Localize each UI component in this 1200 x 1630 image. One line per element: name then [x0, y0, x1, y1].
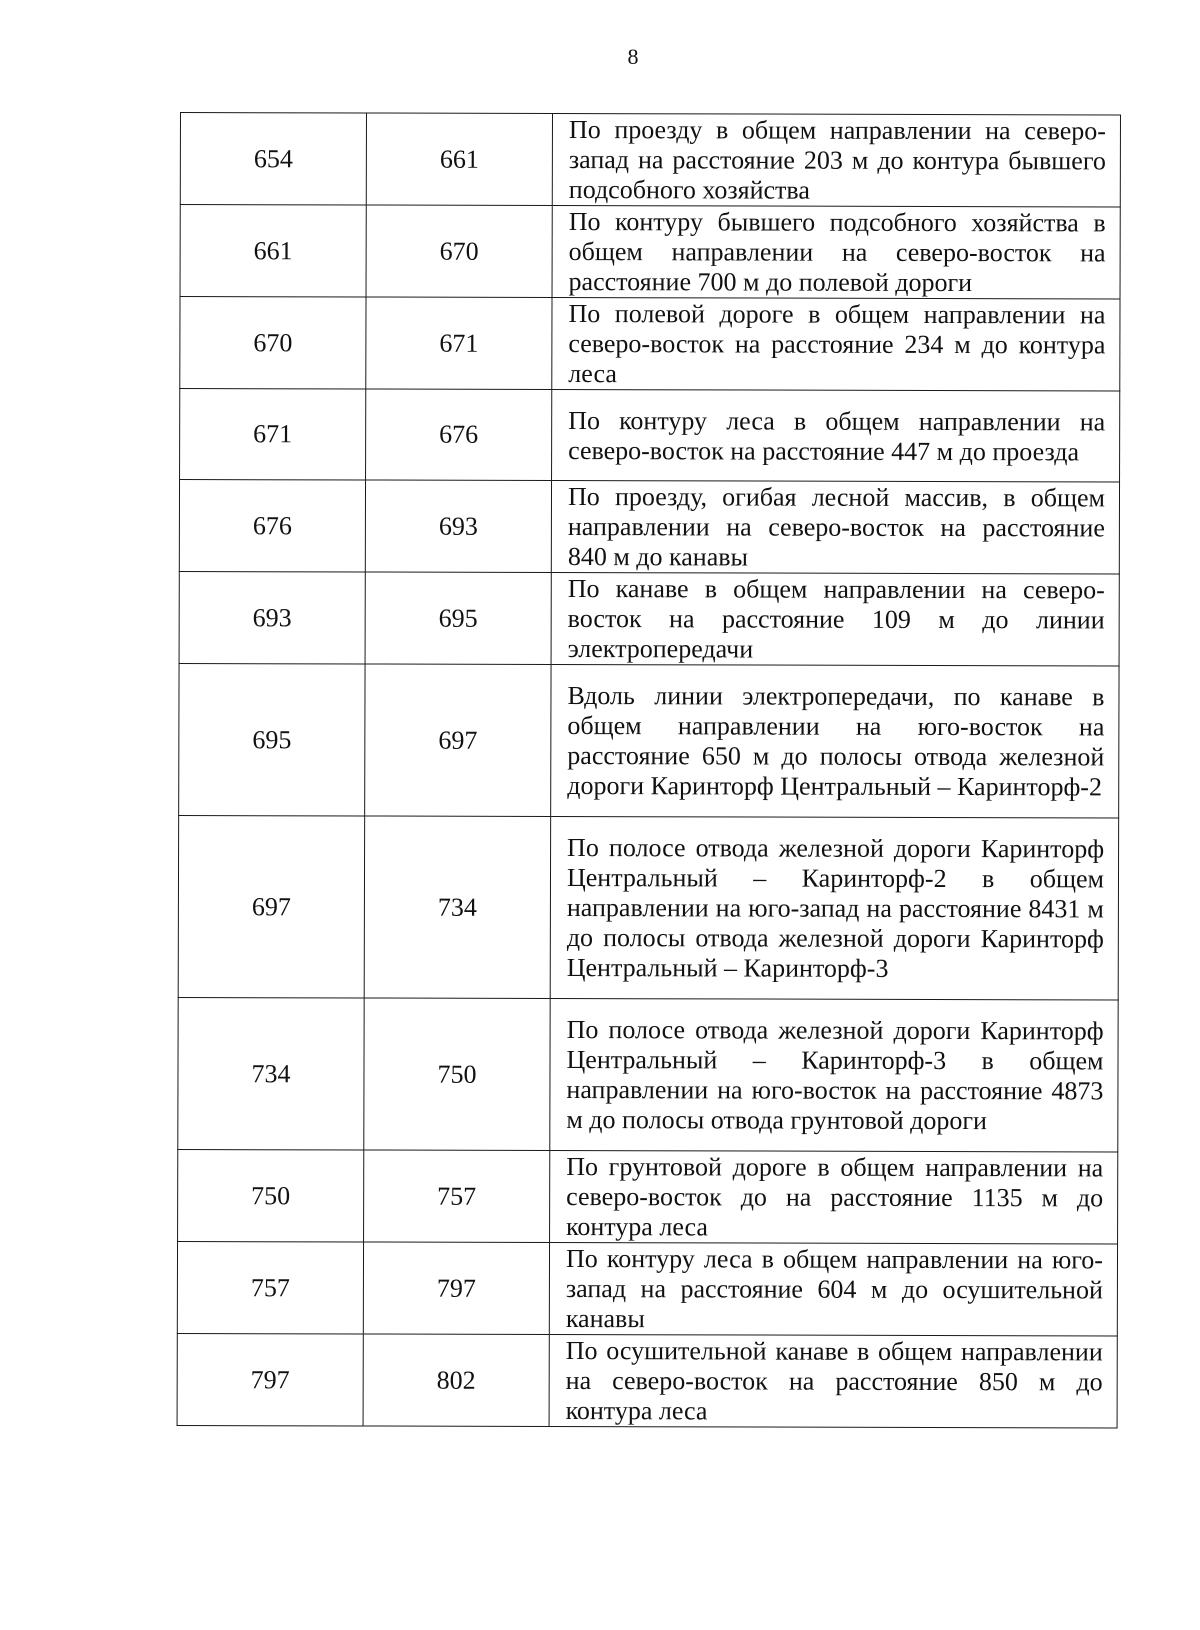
- to-point-cell: 734: [364, 816, 550, 998]
- from-point-cell: 676: [179, 480, 365, 572]
- to-point-cell: 797: [363, 1242, 549, 1334]
- table-row: [178, 1149, 1118, 1243]
- table-row: [179, 571, 1119, 665]
- from-point-cell: 661: [180, 205, 366, 297]
- description-cell: По проезду, огибая лесной массив, в общем направлении на северо-восток на расстояние 840 м до канавы: [551, 480, 1119, 573]
- table-row: [180, 205, 1120, 299]
- from-point-cell: 697: [178, 815, 364, 997]
- description-cell: По канаве в общем направлении на северо-восток на расстояние 109 м до линии электропередачи: [551, 572, 1119, 665]
- table-row: [180, 113, 1120, 207]
- description-cell: По контуру леса в общем направлении на юго-запад на расстояние 604 м до осушительной канавы: [549, 1242, 1117, 1335]
- from-point-cell: 750: [178, 1149, 364, 1241]
- description-cell: По полосе отвода железной дороги Каринторф Центральный – Каринторф-3 в общем направлении на юго-восток на расстояние 4873 м до полосы отвода грунтовой дороги: [550, 998, 1118, 1151]
- from-point-cell: 757: [177, 1241, 363, 1333]
- description-cell: По проезду в общем направлении на северо-запад на расстояние 203 м до контура бывшего подсобного хозяйства: [552, 113, 1120, 206]
- to-point-cell: 693: [365, 480, 551, 572]
- table-row: [177, 1241, 1117, 1335]
- description-cell: По контуру леса в общем направлении на северо-восток на расстояние 447 м до проезда: [552, 389, 1120, 481]
- table-row: [180, 297, 1120, 391]
- to-point-cell: 670: [366, 205, 552, 297]
- to-point-cell: 695: [365, 572, 551, 664]
- table-row: [178, 997, 1118, 1151]
- to-point-cell: 757: [364, 1150, 550, 1242]
- table-row: [180, 389, 1120, 482]
- table-row: [178, 815, 1118, 999]
- description-cell: По полевой дороге в общем направлении на северо-восток на расстояние 234 м до контура леса: [552, 297, 1120, 390]
- to-point-cell: 697: [365, 664, 551, 816]
- table-row: [179, 663, 1119, 817]
- from-point-cell: 654: [180, 113, 366, 205]
- from-point-cell: 670: [180, 297, 366, 389]
- description-cell: Вдоль линии электропередачи, по канаве в общем направлении на юго-восток на расстояние 650 м до полосы отвода железной дороги Каринторф Центральный – Каринторф-2: [551, 664, 1119, 817]
- to-point-cell: 671: [366, 297, 552, 389]
- to-point-cell: 676: [366, 389, 552, 480]
- from-point-cell: 734: [178, 997, 364, 1149]
- table-row: [179, 480, 1119, 574]
- from-point-cell: 695: [179, 663, 365, 815]
- description-cell: По полосе отвода железной дороги Каринторф Центральный – Каринторф-2 в общем направлении на юго-запад на расстояние 8431 м до полосы отвода железной дороги Каринторф Центральный – Каринторф-3: [550, 816, 1118, 999]
- description-cell: По осушительной канаве в общем направлении на северо-восток на расстояние 850 м до контура леса: [549, 1334, 1117, 1427]
- description-cell: По контуру бывшего подсобного хозяйства в общем направлении на северо-восток на расстояние 700 м до полевой дороги: [552, 205, 1120, 298]
- to-point-cell: 661: [366, 113, 552, 205]
- to-point-cell: 802: [363, 1334, 549, 1426]
- table-row: [177, 1333, 1117, 1427]
- to-point-cell: 750: [364, 998, 550, 1150]
- from-point-cell: 671: [180, 389, 366, 480]
- page-number: 8: [627, 44, 639, 69]
- from-point-cell: 797: [177, 1333, 363, 1425]
- description-cell: По грунтовой дороге в общем направлении на северо-восток до на расстояние 1135 м до контура леса: [550, 1150, 1118, 1243]
- boundary-table: [177, 112, 1121, 1428]
- from-point-cell: 693: [179, 571, 365, 663]
